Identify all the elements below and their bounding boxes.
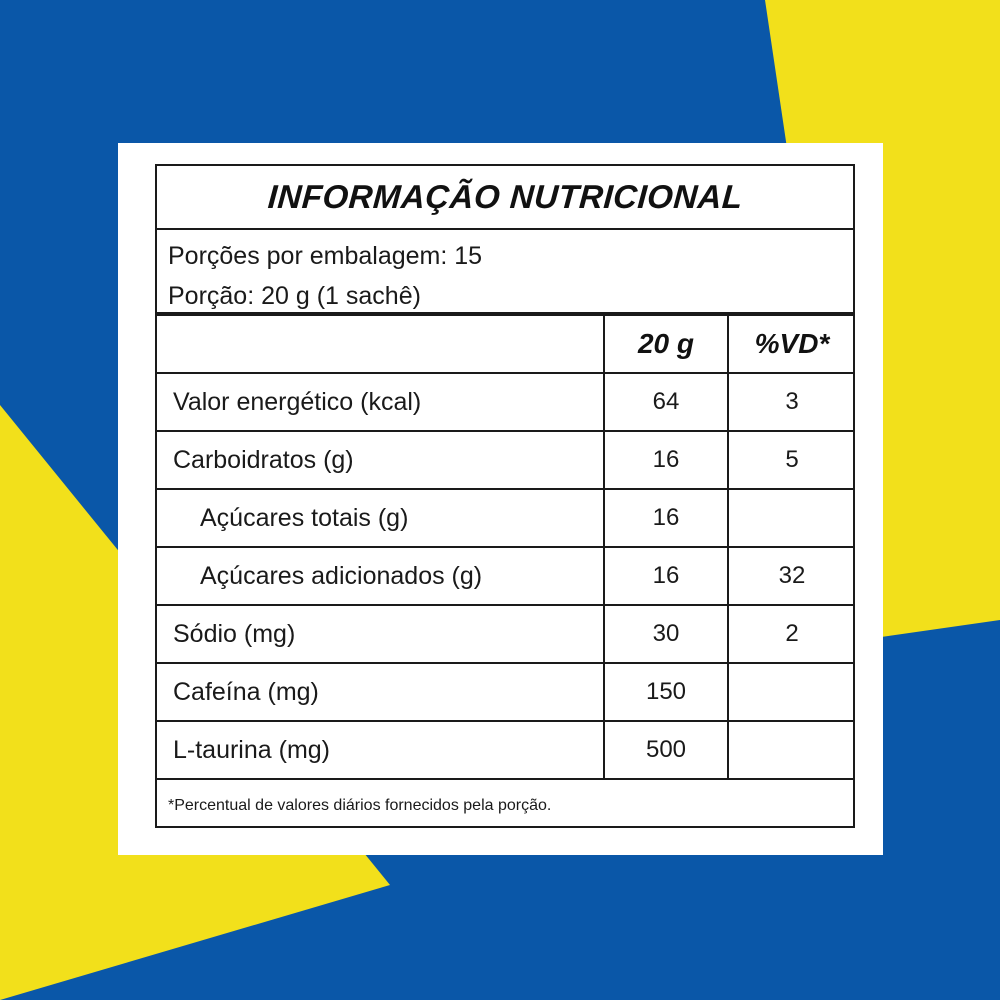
servings-per-package: Porções por embalagem: 15 xyxy=(168,242,483,270)
nutrient-label: Valor energético (kcal) xyxy=(173,387,422,416)
nutrient-amount: 16 xyxy=(603,548,727,604)
serving-info xyxy=(157,228,853,316)
table-row xyxy=(157,374,853,432)
nutrient-label: Sódio (mg) xyxy=(173,619,296,648)
nutrient-amount: 150 xyxy=(603,664,727,720)
nutrient-dv xyxy=(727,490,855,546)
nutrition-facts-panel xyxy=(155,164,855,828)
nutrient-label: L-taurina (mg) xyxy=(173,735,330,764)
nutrient-amount: 30 xyxy=(603,606,727,662)
nutrient-label: Açúcares totais (g) xyxy=(200,503,409,532)
panel-title: INFORMAÇÃO NUTRICIONAL xyxy=(266,178,744,215)
nutrient-label: Carboidratos (g) xyxy=(173,445,354,474)
header-amount: 20 g xyxy=(603,316,727,372)
nutrient-amount: 16 xyxy=(603,432,727,488)
nutrient-dv: 5 xyxy=(727,432,855,488)
table-row xyxy=(157,664,853,722)
table-row xyxy=(157,432,853,490)
nutrient-dv: 32 xyxy=(727,548,855,604)
table-row xyxy=(157,606,853,664)
table-row xyxy=(157,722,853,780)
serving-size: Porção: 20 g (1 sachê) xyxy=(168,282,421,310)
nutrient-dv: 2 xyxy=(727,606,855,662)
header-dv: %VD* xyxy=(727,316,855,372)
title-row xyxy=(157,166,853,230)
nutrient-amount: 500 xyxy=(603,722,727,778)
nutrient-dv xyxy=(727,664,855,720)
nutrient-dv xyxy=(727,722,855,778)
nutrient-amount: 16 xyxy=(603,490,727,546)
table-header-row xyxy=(157,316,853,374)
nutrition-table xyxy=(157,316,853,780)
nutrient-amount: 64 xyxy=(603,374,727,430)
table-row xyxy=(157,490,853,548)
nutrient-label: Cafeína (mg) xyxy=(173,677,319,706)
nutrient-dv: 3 xyxy=(727,374,855,430)
table-row xyxy=(157,548,853,606)
nutrient-label: Açúcares adicionados (g) xyxy=(200,561,483,590)
footnote: *Percentual de valores diários fornecidos pela porção. xyxy=(168,797,552,814)
header-blank xyxy=(157,316,603,372)
